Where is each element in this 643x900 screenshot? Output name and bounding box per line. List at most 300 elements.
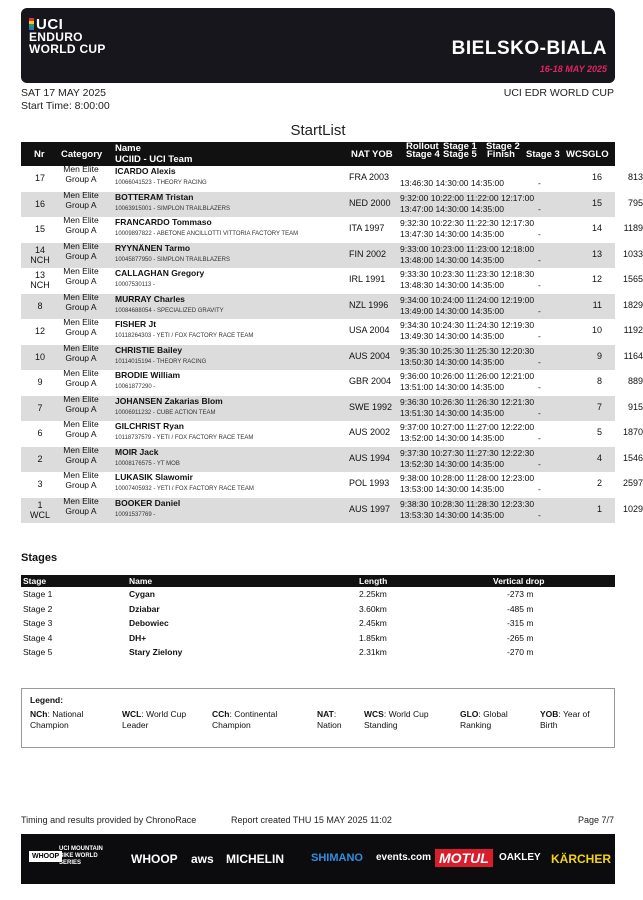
series-name: UCI EDR WORLD CUP <box>503 87 614 99</box>
rider-wcs: 12 <box>592 274 603 284</box>
col-name: Name <box>115 143 141 154</box>
karcher-logo: KÄRCHER <box>551 852 611 866</box>
rider-glo: 1565 <box>622 274 643 284</box>
rider-nat-yob <box>349 376 391 386</box>
rider-group: Group A <box>65 378 97 388</box>
rider-title: WCL <box>30 509 50 520</box>
rider-uciid-team: 10066041523 - THEORY RACING <box>115 180 207 186</box>
rider-title: NCH <box>30 254 50 265</box>
stage-row <box>21 616 615 631</box>
stage-number: Stage 1 <box>23 589 53 599</box>
rider-glo: 1829 <box>622 299 643 310</box>
rider-nat: FIN <box>349 248 364 259</box>
table-row <box>21 495 643 524</box>
rider-nat: IRL <box>349 274 363 284</box>
rider-number: 15 <box>34 224 45 234</box>
rider-times-top: 9:36:00 10:26:00 11:26:00 12:21:00 <box>400 371 535 381</box>
stage-name: Dziabar <box>129 603 160 614</box>
rider-number <box>21 500 59 520</box>
stage-name: DH+ <box>129 632 147 643</box>
table-row <box>21 317 643 345</box>
stage-length: 2.25km <box>359 589 387 599</box>
col-finish: Finish <box>487 149 515 160</box>
rider-stage3-time: - <box>538 305 541 316</box>
rider-nat: FRA <box>349 172 367 182</box>
col-uciid-team: UCIID - UCI Team <box>115 154 193 165</box>
rider-times-bottom: 13:47:30 14:30:00 14:35:00 <box>400 229 504 239</box>
rider-uciid-team: 10006911232 - CUBE ACTION TEAM <box>115 409 216 416</box>
rider-name: CALLAGHAN Gregory <box>115 268 205 278</box>
rider-name: GILCHRIST Ryan <box>115 421 184 431</box>
col-vertical-drop: Vertical drop <box>493 576 545 586</box>
col-rollout: Rollout <box>406 141 439 152</box>
rider-times-bottom: 13:50:30 14:30:00 14:35:00 <box>400 356 504 367</box>
uci-mtb-world-series-logo: UCI MOUNTAIN BIKE WORLD SERIES <box>59 846 103 866</box>
rider-group: Group A <box>65 225 97 235</box>
rider-group: Group A <box>65 352 97 363</box>
venue-name: BIELSKO-BIALA <box>451 38 607 59</box>
rider-times-top: 9:33:00 10:23:00 11:23:00 12:18:00 <box>400 243 535 254</box>
col-stage4: Stage 4 <box>406 149 440 160</box>
rider-wcs: 2 <box>596 478 602 488</box>
rider-nat-yob <box>349 478 389 488</box>
rider-glo: 2597 <box>622 478 643 488</box>
rider-nat: AUS <box>349 452 368 463</box>
legend-item <box>212 709 277 731</box>
stage-number: Stage 2 <box>23 603 53 614</box>
rider-uciid-team: 10118264303 - YETI / FOX FACTORY RACE TEAM <box>115 333 254 339</box>
report-created: Report created THU 15 MAY 2025 11:02 <box>231 815 392 825</box>
stage-vertical-drop: -315 m <box>507 618 534 628</box>
rider-nat-yob <box>349 274 385 284</box>
rider-category: Men Elite <box>63 495 99 506</box>
rider-nat: NZL <box>349 299 366 310</box>
rider-category: Men Elite <box>63 444 99 455</box>
rider-stage3-time: - <box>538 229 541 239</box>
rider-glo: 889 <box>627 376 643 386</box>
rider-category: Men Elite <box>63 368 99 378</box>
rider-times-top: 9:38:00 10:28:00 11:28:00 12:23:00 <box>400 473 535 483</box>
rider-yob: 1996 <box>368 299 389 310</box>
rider-times-bottom: 13:52:00 14:30:00 14:35:00 <box>400 433 504 443</box>
rider-wcs: 16 <box>592 172 603 182</box>
rider-stage3-time: - <box>538 382 541 392</box>
rider-nat-yob <box>349 325 390 335</box>
rider-times-top: 9:36:30 10:26:30 11:26:30 12:21:30 <box>400 396 535 407</box>
rider-nat-yob <box>349 453 390 463</box>
rider-group: Group A <box>65 480 97 490</box>
rider-nat: GBR <box>349 376 369 386</box>
rider-times-top: 9:32:00 10:22:00 11:22:00 12:17:00 <box>400 192 535 203</box>
rider-times-bottom: 13:49:30 14:30:00 14:35:00 <box>400 331 504 341</box>
rider-stage3-time: - <box>538 458 541 469</box>
stage-row <box>21 587 615 602</box>
rider-yob: 2002 <box>366 248 387 259</box>
rider-wcs: 8 <box>596 376 602 386</box>
rider-times-bottom: 13:48:00 14:30:00 14:35:00 <box>400 254 504 265</box>
legend-item <box>317 709 342 731</box>
legend-item <box>364 709 429 731</box>
rider-name: CHRISTIE Bailey <box>115 344 183 355</box>
whoop-logo: WHOOP <box>131 852 178 866</box>
race-date: SAT 17 MAY 2025 <box>21 87 107 99</box>
rider-category: Men Elite <box>63 266 99 276</box>
rider-nat: POL <box>349 478 367 488</box>
table-row <box>21 342 643 371</box>
rider-times-top: 9:37:30 10:27:30 11:27:30 12:22:30 <box>400 447 535 458</box>
legend-code: GLO <box>460 709 479 719</box>
table-row <box>21 291 643 320</box>
col-stage: Stage <box>23 576 47 586</box>
col-length: Length <box>359 576 388 586</box>
page-number: Page 7/7 <box>577 815 614 825</box>
rider-stage3-time: - <box>538 433 541 443</box>
table-row <box>21 189 643 218</box>
rider-nat-yob <box>349 223 384 233</box>
legend-code: WCL <box>122 709 142 719</box>
rider-name: MURRAY Charles <box>115 293 185 304</box>
rider-number: 10 <box>34 351 45 362</box>
legend-item <box>30 709 83 731</box>
oakley-logo: OAKLEY <box>499 852 541 863</box>
table-row <box>21 266 643 294</box>
stage-number: Stage 4 <box>23 632 53 643</box>
startlist-table <box>21 141 643 523</box>
legend-code: YOB <box>540 709 559 719</box>
rider-name: FISHER Jt <box>115 319 157 329</box>
legend-box <box>21 688 615 748</box>
col-nat: NAT <box>351 149 370 160</box>
timing-provider: Timing and results provided by ChronoRace <box>21 815 197 825</box>
rider-times-top: 9:38:30 10:28:30 11:28:30 12:23:30 <box>400 498 535 509</box>
rider-wcs: 9 <box>596 350 602 361</box>
stage-name: Stary Zielony <box>129 647 183 657</box>
rider-times-bottom: 13:49:00 14:30:00 14:35:00 <box>400 305 504 316</box>
rider-number-value: 13 <box>34 270 45 280</box>
rider-title: NCH <box>30 280 50 290</box>
michelin-logo: MICHELIN <box>226 852 284 866</box>
rider-yob: 1997 <box>364 223 385 233</box>
rider-group: Group A <box>65 454 97 465</box>
table-row <box>21 470 643 498</box>
col-category: Category <box>61 149 103 160</box>
rider-uciid-team: 10084688054 - SPECIALIZED GRAVITY <box>115 307 224 314</box>
rider-yob: 1991 <box>365 274 386 284</box>
stages-table <box>21 575 615 660</box>
rider-number: 7 <box>37 402 43 413</box>
legend-code: CCh <box>212 709 230 719</box>
rider-nat: AUS <box>349 350 368 361</box>
table-row <box>21 444 643 473</box>
rider-nat: AUS <box>349 503 368 514</box>
table-row <box>21 368 643 396</box>
rider-category: Men Elite <box>63 419 99 429</box>
stage-length: 1.85km <box>359 632 387 643</box>
rider-name: FRANCARDO Tommaso <box>115 217 212 227</box>
rider-nat-yob <box>349 427 390 437</box>
legend-text-2: Champion <box>30 720 69 730</box>
stage-length: 2.31km <box>359 647 387 657</box>
rider-name: RYYNÄNEN Tarmo <box>115 242 191 253</box>
rider-wcs: 11 <box>592 299 602 310</box>
rider-wcs: 5 <box>596 427 602 437</box>
rider-wcs: 10 <box>592 325 603 335</box>
col-stage-name: Name <box>129 576 153 586</box>
rider-times-top: 9:34:00 10:24:00 11:24:00 12:19:00 <box>400 294 535 305</box>
legend-text: : Continental <box>229 709 278 719</box>
legend-text-2: Ranking <box>460 720 492 730</box>
rider-yob: 1997 <box>370 503 391 514</box>
rider-stage3-time: - <box>538 254 541 265</box>
startlist-header <box>21 142 615 166</box>
table-row <box>21 240 643 269</box>
rider-glo: 915 <box>627 401 643 412</box>
rider-name: LUKASIK Slawomir <box>115 472 193 482</box>
table-row <box>21 419 643 447</box>
aws-logo: aws <box>191 852 214 866</box>
rider-nat: NED <box>349 197 369 208</box>
rider-stage3-time: - <box>538 203 541 214</box>
rider-uciid-team: 10114015194 - THEORY RACING <box>115 358 207 365</box>
rider-category: Men Elite <box>63 342 99 353</box>
legend-text-2: Standing <box>364 720 398 730</box>
rider-name: BOOKER Daniel <box>115 497 181 508</box>
rider-name: JOHANSEN Zakarias Blom <box>115 395 223 406</box>
rider-nat: SWE <box>349 401 370 412</box>
legend-item <box>122 709 186 731</box>
motul-logo: MOTUL <box>435 849 493 867</box>
rider-yob: 2000 <box>370 197 391 208</box>
rider-glo: 1164 <box>623 350 643 361</box>
rider-yob: 1992 <box>372 401 393 412</box>
rider-yob: 2004 <box>371 376 392 386</box>
col-wcs: WCS <box>566 149 589 160</box>
rider-group: Group A <box>65 327 97 337</box>
rider-number-value: 14 <box>34 244 45 255</box>
rider-number-value: 1 <box>37 499 43 510</box>
col-stage1: Stage 1 <box>443 141 477 152</box>
rider-group: Group A <box>65 429 97 439</box>
rider-stage3-time: - <box>538 331 541 341</box>
stage-name: Debowiec <box>129 618 169 628</box>
enduro-world-cup-logo: UCI ENDURO WORLD CUP <box>29 16 106 56</box>
rider-uciid-team: 10009897822 - ABETONE ANCILLOTTI VITTORIA FACTORY TEAM <box>115 231 299 237</box>
table-row <box>21 164 643 192</box>
stage-row <box>21 645 615 660</box>
stage-vertical-drop: -270 m <box>507 647 534 657</box>
col-glo: GLO <box>588 149 609 160</box>
rider-number: 16 <box>34 198 45 209</box>
rider-times-bottom: 13:46:30 14:30:00 14:35:00 <box>400 178 504 188</box>
rider-times-bottom: 13:53:00 14:30:00 14:35:00 <box>400 484 504 494</box>
rider-group: Group A <box>65 250 97 261</box>
rider-times-bottom: 13:52:30 14:30:00 14:35:00 <box>400 458 504 469</box>
legend-code: WCS <box>364 709 384 719</box>
rider-number: 9 <box>37 377 43 387</box>
rider-times-bottom: 13:51:30 14:30:00 14:35:00 <box>400 407 504 418</box>
sponsor-banner <box>21 834 615 884</box>
rider-category: Men Elite <box>63 240 99 251</box>
col-stage3: Stage 3 <box>526 149 560 160</box>
rider-nat-yob <box>349 351 390 361</box>
stages-heading: Stages <box>21 552 58 564</box>
rider-group: Group A <box>65 301 97 312</box>
rider-times-bottom: 13:47:00 14:30:00 14:35:00 <box>400 203 504 214</box>
col-yob: YOB <box>372 149 393 160</box>
rider-category: Men Elite <box>63 189 99 200</box>
rider-name: ICARDO Alexis <box>115 166 176 176</box>
rider-nat-yob <box>349 300 388 310</box>
rider-category: Men Elite <box>63 291 99 302</box>
stage-row <box>21 631 615 646</box>
rider-times-bottom: 13:53:30 14:30:00 14:35:00 <box>400 509 504 520</box>
rider-glo: 1033 <box>622 248 643 259</box>
col-stage5: Stage 5 <box>443 149 477 160</box>
table-row <box>21 393 643 422</box>
stage-length: 3.60km <box>359 603 387 614</box>
legend-text: : World Cup <box>383 709 429 719</box>
col-nr: Nr <box>34 149 45 160</box>
stage-row <box>21 602 615 617</box>
rider-times-bottom: 13:48:30 14:30:00 14:35:00 <box>400 280 504 290</box>
stage-length: 2.45km <box>359 618 387 628</box>
legend-text: : <box>333 709 337 719</box>
rider-glo: 813 <box>627 172 643 182</box>
legend-text: : World Cup <box>141 709 187 719</box>
legend-item <box>540 709 590 731</box>
rider-uciid-team: 10118737579 - YETI / FOX FACTORY RACE TEAM <box>115 435 254 441</box>
rider-group: Group A <box>65 403 97 414</box>
legend-text-2: Champion <box>212 720 251 730</box>
rider-stage3-time: - <box>538 509 541 520</box>
rider-number: 6 <box>37 428 43 438</box>
rider-stage3-time: - <box>538 280 541 290</box>
rider-uciid-team: 10063915001 - SIMPLON TRAILBLAZERS <box>115 205 230 212</box>
legend-text-2: Birth <box>540 720 558 730</box>
rider-category: Men Elite <box>63 470 99 480</box>
rider-number: 3 <box>37 479 43 489</box>
rider-number: 12 <box>34 326 45 336</box>
rider-number <box>21 245 59 265</box>
stage-vertical-drop: -273 m <box>507 589 534 599</box>
legend-code: NAT <box>317 709 334 719</box>
legend-title: Legend: <box>30 695 64 705</box>
rider-stage3-time: - <box>538 178 541 188</box>
rider-uciid-team: 10091537769 - <box>115 511 156 518</box>
rider-times-top: 9:34:30 10:24:30 11:24:30 12:19:30 <box>400 320 535 330</box>
rider-glo: 1546 <box>622 452 643 463</box>
rider-wcs: 4 <box>596 452 602 463</box>
stage-vertical-drop: -485 m <box>507 603 534 614</box>
legend-item <box>460 709 508 731</box>
rider-uciid-team: 10045877950 - SIMPLON TRAILBLAZERS <box>115 256 230 263</box>
rider-wcs: 7 <box>596 401 602 412</box>
stage-number: Stage 3 <box>23 618 53 628</box>
rider-name: MOIR Jack <box>115 446 159 457</box>
rider-yob: 1993 <box>369 478 390 488</box>
rider-category: Men Elite <box>63 393 99 404</box>
rider-wcs: 13 <box>592 248 603 259</box>
rider-times-bottom: 13:51:00 14:30:00 14:35:00 <box>400 382 504 392</box>
stages-rows <box>21 587 615 660</box>
rider-nat-yob <box>349 198 391 208</box>
legend-code: NCh <box>30 709 48 719</box>
rider-yob: 2003 <box>369 172 390 182</box>
rider-times-top: 9:33:30 10:23:30 11:23:30 12:18:30 <box>400 269 535 279</box>
rider-uciid-team: 10008176575 - YT MOB <box>115 460 180 467</box>
rider-nat: AUS <box>349 427 368 437</box>
legend-text: : National <box>47 709 84 719</box>
rider-number <box>21 270 59 290</box>
rider-name: BOTTERAM Tristan <box>115 191 194 202</box>
rider-yob: 1994 <box>370 452 391 463</box>
rider-uciid-team: 10007405932 - YETI / FOX FACTORY RACE TEAM <box>115 486 254 492</box>
legend-text: : Year of <box>558 709 590 719</box>
rider-stage3-time: - <box>538 407 541 418</box>
legend-text: : Global <box>478 709 508 719</box>
rider-nat-yob <box>349 504 390 514</box>
rider-yob: 2004 <box>369 325 390 335</box>
rider-yob: 2004 <box>370 350 391 361</box>
stage-vertical-drop: -265 m <box>507 632 534 643</box>
startlist-rows <box>21 164 643 523</box>
shimano-logo: SHIMANO <box>311 852 363 864</box>
rider-nat-yob <box>349 402 392 412</box>
rider-glo: 795 <box>627 197 643 208</box>
rider-wcs: 14 <box>592 223 603 233</box>
rider-group: Group A <box>65 199 97 210</box>
rider-uciid-team: 10007530113 - <box>115 282 155 288</box>
document-title: StartList <box>290 122 346 139</box>
rider-uciid-team: 10061877290 - <box>115 384 156 390</box>
rider-glo: 1029 <box>622 503 643 514</box>
rider-number: 2 <box>37 453 43 464</box>
rider-number: 8 <box>37 300 43 311</box>
rider-group: Group A <box>65 276 97 286</box>
rider-yob: 2002 <box>370 427 391 437</box>
rider-times-top: 9:32:30 10:22:30 11:22:30 12:17:30 <box>400 218 535 228</box>
stage-number: Stage 5 <box>23 647 53 657</box>
event-dates: 16-18 MAY 2025 <box>539 64 607 74</box>
rider-number: 17 <box>34 173 45 183</box>
rider-group: Group A <box>65 505 97 516</box>
start-time: Start Time: 8:00:00 <box>21 100 110 112</box>
rider-category: Men Elite <box>63 215 99 225</box>
rider-nat-yob <box>349 249 386 259</box>
rider-group: Group A <box>65 174 97 184</box>
rider-wcs: 1 <box>596 503 602 514</box>
rider-name: BRODIE William <box>115 370 181 380</box>
legend-text-2: Leader <box>122 720 149 730</box>
col-stage2: Stage 2 <box>486 141 520 152</box>
event-banner <box>21 8 615 83</box>
rider-wcs: 15 <box>592 197 603 208</box>
rider-glo: 1189 <box>623 223 643 233</box>
events-com-logo: events.com <box>376 852 432 863</box>
whoop-logo: WHOOP <box>29 851 62 862</box>
rider-category: Men Elite <box>63 317 99 327</box>
legend-text-2: Nation <box>317 720 342 730</box>
table-row <box>21 215 643 243</box>
rider-times-top: 9:35:30 10:25:30 11:25:30 12:20:30 <box>400 345 535 356</box>
stage-name: Cygan <box>129 589 155 599</box>
rider-stage3-time: - <box>538 484 541 494</box>
rider-glo: 1192 <box>623 325 643 335</box>
rider-category: Men Elite <box>63 164 99 174</box>
stages-header <box>21 575 615 587</box>
rider-nat: ITA <box>349 223 362 233</box>
rider-stage3-time: - <box>538 356 541 367</box>
